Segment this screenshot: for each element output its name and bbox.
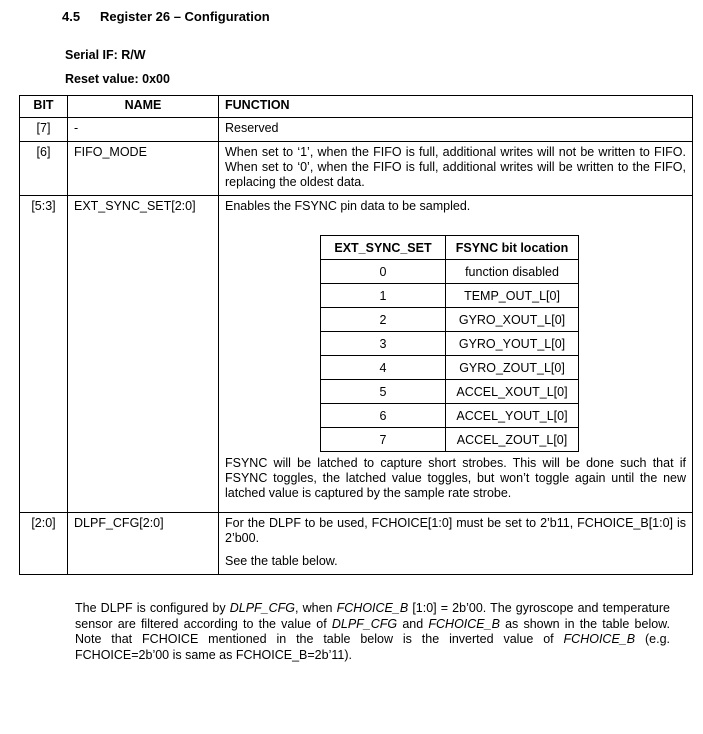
fsync-bit-location: GYRO_ZOUT_L[0] [446,356,579,380]
row-function-cell [219,513,693,575]
footer-text: (e.g. FCHOICE=2b’00 is same as FCHOICE_B=2b’11). [75,632,670,662]
table-row [20,513,693,575]
header-bit: BIT [20,96,68,118]
row-bit: [5:3] [20,196,68,513]
table-row [20,196,693,513]
section-title: Register 26 – Configuration [100,9,270,24]
ext-sync-value: 4 [321,356,446,380]
ext-sync-row [321,404,579,428]
ext-sync-value: 2 [321,308,446,332]
dlpf-description [75,601,670,663]
reset-value-label: Reset value: 0x00 [65,72,170,86]
ext-sync-row [321,308,579,332]
row-function-extra: See the table below. [225,554,338,568]
footer-italic: FCHOICE_B [563,632,636,646]
row-name: EXT_SYNC_SET[2:0] [68,196,219,513]
ext-sync-row [321,380,579,404]
fsync-bit-location: ACCEL_YOUT_L[0] [446,404,579,428]
fsync-bit-location: GYRO_XOUT_L[0] [446,308,579,332]
ext-sync-row [321,428,579,452]
row-function-after: FSYNC will be latched to capture short strobes. This will be done such that if FSYNC toggles, the latched value toggles, but won’t toggle again until the new latched value is captured by the sample rate strobe. [225,456,686,500]
ext-sync-value: 1 [321,284,446,308]
ext-sync-value: 3 [321,332,446,356]
fsync-bit-location: TEMP_OUT_L[0] [446,284,579,308]
ext-sync-row [321,284,579,308]
row-function-cell [219,196,693,513]
ext-sync-header-col1: EXT_SYNC_SET [321,236,446,260]
footer-text: , when [295,601,337,615]
footer-text: The DLPF is configured by [75,601,230,615]
section-heading [62,9,270,24]
ext-sync-table [320,235,579,452]
ext-sync-value: 7 [321,428,446,452]
footer-italic: DLPF_CFG [229,601,296,615]
row-bit: [2:0] [20,513,68,575]
footer-italic: FCHOICE_B [428,616,500,631]
ext-sync-row [321,332,579,356]
serial-if-label: Serial IF: R/W [65,48,146,62]
ext-sync-row [321,260,579,284]
fsync-bit-location: GYRO_YOUT_L[0] [446,332,579,356]
fsync-bit-location: ACCEL_ZOUT_L[0] [446,428,579,452]
fsync-bit-location: ACCEL_XOUT_L[0] [446,380,579,404]
section-number: 4.5 [62,9,81,24]
row-function: When set to ‘1’, when the FIFO is full, additional writes will not be written to FIFO. When set to ‘0’, when the FIFO is full, additional writes will be written to the FIFO, replacing the oldest data. [219,142,693,196]
register-table [19,95,693,575]
row-name: - [68,118,219,142]
footer-text: [1:0] = 2b’00. The gyroscope and temperature sensor are filtered according to the value of [75,601,670,631]
row-bit: [6] [20,142,68,196]
row-bit: [7] [20,118,68,142]
table-row [20,142,693,196]
ext-sync-value: 0 [321,260,446,284]
ext-sync-header-col2: FSYNC bit location [446,236,579,260]
header-function: FUNCTION [219,96,693,118]
ext-sync-row [321,356,579,380]
footer-italic: FCHOICE_B [336,601,409,615]
ext-sync-value: 6 [321,404,446,428]
row-function: For the DLPF to be used, FCHOICE[1:0] must be set to 2’b11, FCHOICE_B[1:0] is 2’b00. [225,516,686,545]
row-function: Reserved [219,118,693,142]
header-name: NAME [68,96,219,118]
row-function: Enables the FSYNC pin data to be sampled. [225,199,471,213]
footer-text: as shown in the table below. Note that FCHOICE mentioned in the table below is the inverted value of [75,616,670,646]
footer-italic: DLPF_CFG [331,616,398,631]
row-name: FIFO_MODE [68,142,219,196]
ext-sync-header [321,236,579,260]
ext-sync-value: 5 [321,380,446,404]
row-name: DLPF_CFG[2:0] [68,513,219,575]
register-table-header [20,96,693,118]
table-row [20,118,693,142]
footer-text: and [397,616,429,631]
fsync-bit-location: function disabled [446,260,579,284]
